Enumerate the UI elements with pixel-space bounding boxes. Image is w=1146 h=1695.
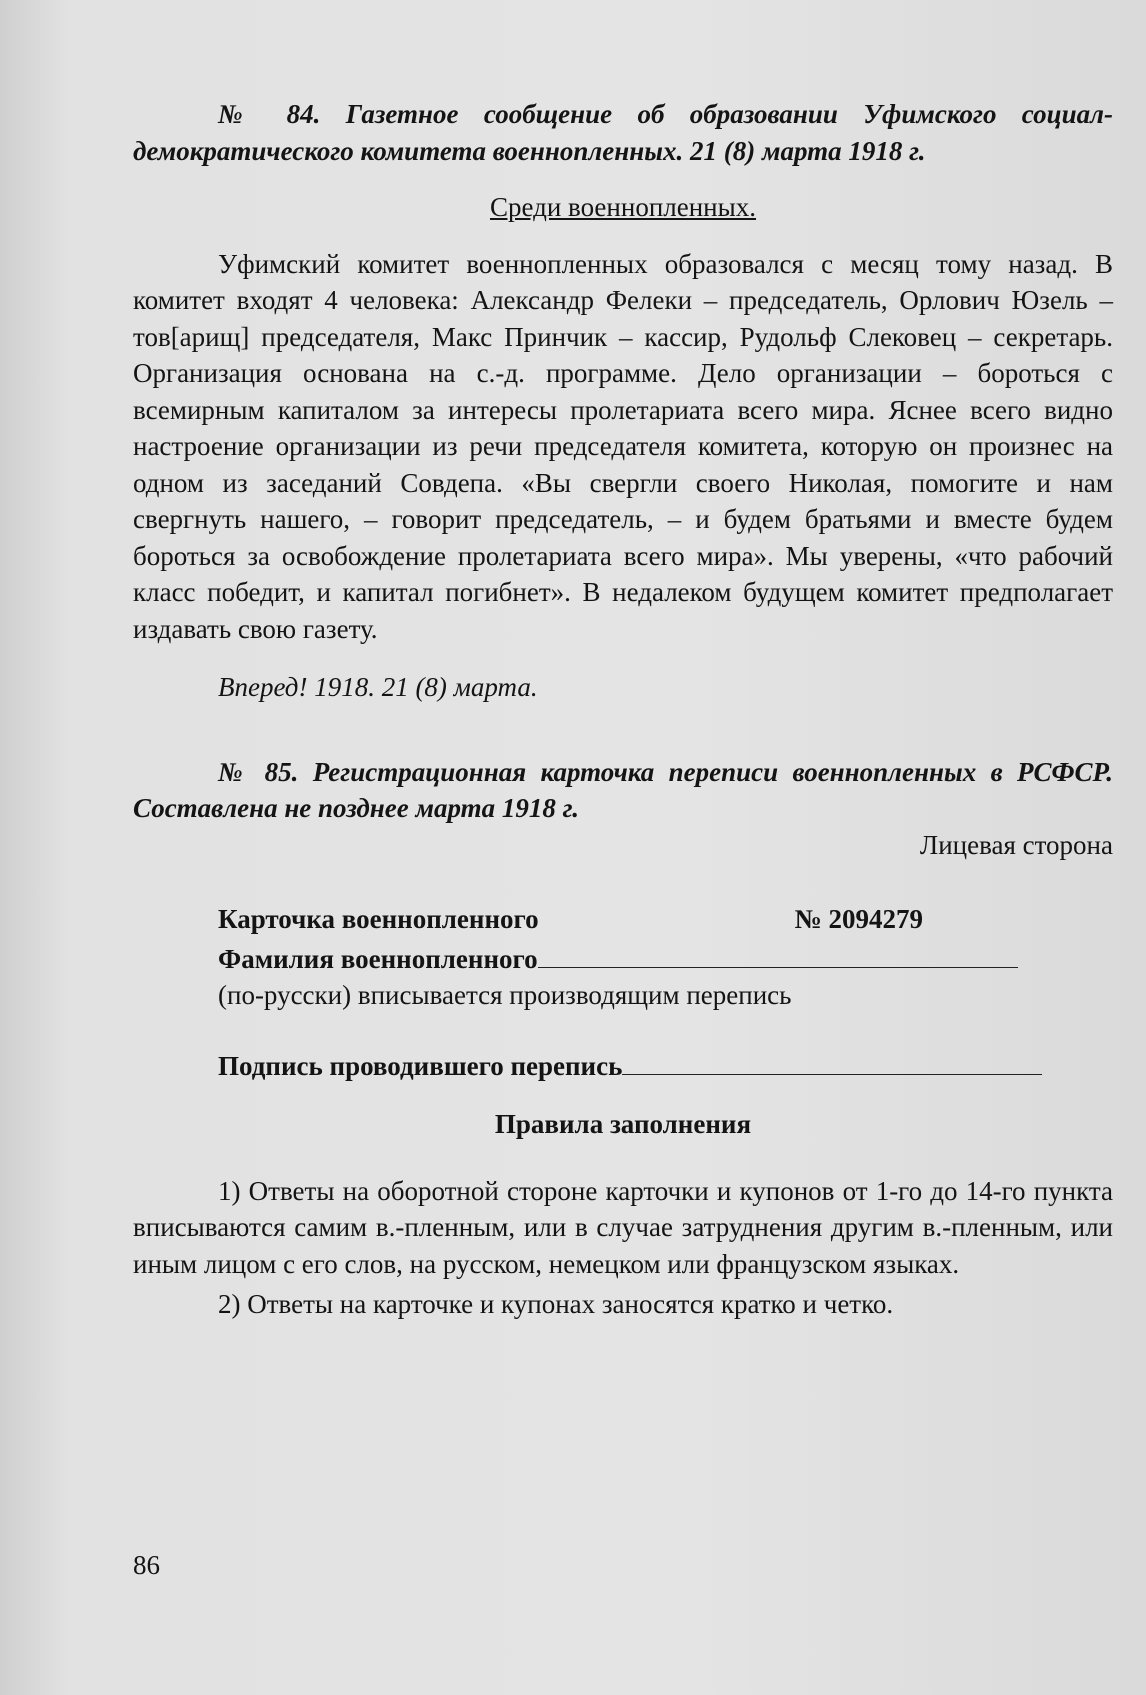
card-label: Карточка военнопленного bbox=[218, 904, 539, 934]
doc84-source: Вперед! 1918. 21 (8) марта. bbox=[218, 672, 538, 702]
signature-row bbox=[133, 1048, 1113, 1085]
surname-line bbox=[538, 945, 1018, 968]
card-header bbox=[133, 901, 1113, 938]
rules-title: Правила заполнения bbox=[494, 1109, 752, 1139]
surname-row bbox=[133, 941, 1113, 978]
signature-label: Подпись проводившего перепись bbox=[218, 1050, 623, 1081]
surname-label: Фамилия военнопленного bbox=[218, 943, 538, 974]
doc85-heading: № 85. Регистрационная карточка переписи военнопленных в РСФСР. Составлена не позднее марта 1918 г. bbox=[133, 756, 1113, 823]
page-text bbox=[133, 96, 1113, 1323]
card-number: № 2094279 bbox=[794, 904, 923, 934]
page-number: 86 bbox=[133, 1550, 160, 1580]
doc84-body: Уфимский комитет военнопленных образовался с месяц тому назад. В комитет входят 4 человека: Александр Фелеки – председатель, Орлович Юзель – тов[арищ] председателя, Макс Принчик – кассир, Рудольф Слековец – секретарь. Организация основана на с.-д. программе. Дело организации – бороться с всемирным капиталом за интересы пролетариата всего мира. Яснее всего видно настроение организации из речи председателя комитета, которую он произнес на одном из заседаний Совдепа. «Вы свергли своего Николая, помогите и нам свергнуть нашего, – говорит председатель, – и будем братьями и вместе будем бороться за освобождение пролетариата всего мира». Мы уверены, «что рабочий класс победит, и капитал погибнет». В недалеком будущем комитет предполагает издавать свою газету. bbox=[133, 248, 1113, 644]
surname-note: (по-русски) вписывается производящим перепись bbox=[218, 980, 792, 1010]
signature-line bbox=[622, 1052, 1042, 1075]
rule-1: 1) Ответы на оборотной стороне карточки и купонов от 1-го до 14-го пункта вписываются самим в.-пленным, или в случае затруднения другим в.-пленным, или иным лицом с его слов, на русском, немецком или французском языках. bbox=[133, 1175, 1113, 1279]
doc84-heading: № 84. Газетное сообщение об образовании Уфимского социал-демократического комитета военнопленных. 21 (8) марта 1918 г. bbox=[133, 99, 1113, 166]
rule-2: 2) Ответы на карточке и купонах заносятся кратко и четко. bbox=[218, 1289, 894, 1319]
doc84-subheading: Среди военнопленных. bbox=[489, 192, 757, 222]
doc85-side: Лицевая сторона bbox=[919, 829, 1113, 860]
